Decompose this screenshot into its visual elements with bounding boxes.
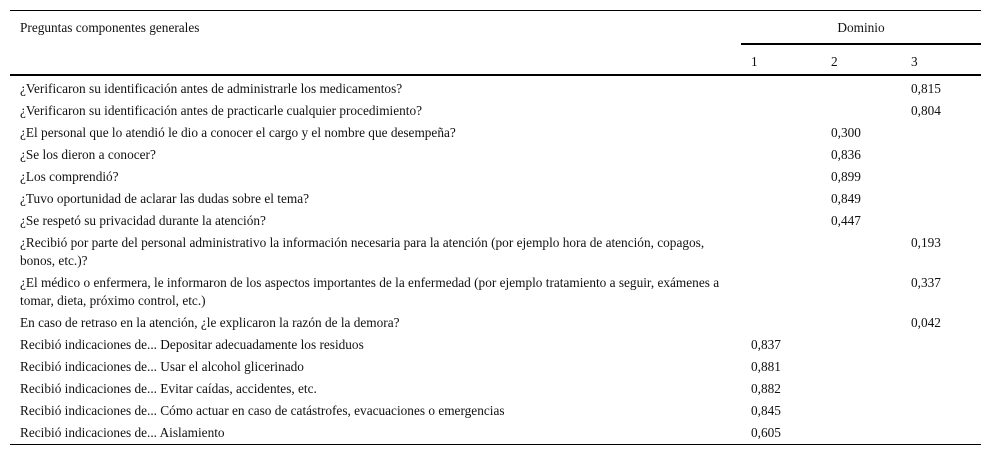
domain-2-cell: 0,899	[831, 168, 861, 184]
table-row	[10, 421, 981, 445]
domain-2-cell	[821, 311, 901, 333]
domain-1-cell	[741, 143, 821, 165]
domain-3-cell	[901, 209, 981, 231]
domain-3-header: 3	[901, 44, 981, 75]
domain-1-cell	[741, 187, 821, 209]
domain-1-cell	[741, 165, 821, 187]
table-row	[10, 377, 981, 399]
domain-1-cell	[741, 99, 821, 121]
question-cell: En caso de retraso en la atención, ¿le explicaron la razón de la demora?	[20, 314, 400, 330]
domain-group-header: Dominio	[741, 11, 981, 44]
domain-2-cell	[821, 271, 901, 311]
question-cell: ¿Tuvo oportunidad de aclarar las dudas sobre el tema?	[20, 190, 309, 206]
question-cell: ¿El personal que lo atendió le dio a conocer el cargo y el nombre que desempeña?	[20, 124, 456, 140]
question-cell: ¿Recibió por parte del personal administrativo la información necesaria para la atención (por ejemplo hora de atención, copagos, bonos, etc.)?	[20, 234, 705, 268]
domain-2-cell	[821, 231, 901, 271]
table-row	[10, 355, 981, 377]
domain-3-cell	[901, 421, 981, 445]
domain-2-cell	[821, 333, 901, 355]
domain-2-cell	[821, 355, 901, 377]
table-body	[10, 75, 981, 445]
domain-3-cell: 0,815	[911, 80, 941, 96]
domain-2-cell: 0,300	[831, 124, 861, 140]
table-row	[10, 143, 981, 165]
domain-2-header: 2	[821, 44, 901, 75]
domain-2-cell	[821, 75, 901, 99]
domain-3-cell	[901, 355, 981, 377]
question-cell: ¿El médico o enfermera, le informaron de los aspectos importantes de la enfermedad (por ejemplo tratamiento a seguir, exámenes a tomar, dieta, próximo control, etc.)	[20, 274, 720, 308]
domain-2-cell	[821, 399, 901, 421]
table-row	[10, 99, 981, 121]
table-row	[10, 231, 981, 271]
domain-1-cell	[741, 271, 821, 311]
domain-1-cell	[741, 75, 821, 99]
domain-1-cell: 0,881	[751, 358, 781, 374]
domain-3-cell: 0,042	[911, 314, 941, 330]
question-cell: Recibió indicaciones de... Usar el alcohol glicerinado	[20, 358, 304, 374]
domain-1-cell: 0,882	[751, 380, 781, 396]
table-row	[10, 165, 981, 187]
domain-3-cell: 0,337	[911, 274, 941, 290]
domain-2-cell: 0,836	[831, 146, 861, 162]
domain-3-cell	[901, 165, 981, 187]
table-row	[10, 399, 981, 421]
table-header	[10, 11, 981, 75]
question-cell: ¿Verificaron su identificación antes de administrarle los medicamentos?	[20, 80, 403, 96]
domain-table-container	[10, 10, 981, 445]
domain-3-cell	[901, 377, 981, 399]
question-cell: Recibió indicaciones de... Aislamiento	[10, 421, 741, 445]
domain-2-cell	[821, 99, 901, 121]
table-row	[10, 75, 981, 99]
domain-2-cell: 0,447	[831, 212, 861, 228]
domain-2-cell	[821, 377, 901, 399]
question-cell: ¿Los comprendió?	[20, 168, 119, 184]
table-row	[10, 333, 981, 355]
domain-1-cell	[741, 231, 821, 271]
question-cell: Recibió indicaciones de... Evitar caídas, accidentes, etc.	[20, 380, 317, 396]
table-row	[10, 121, 981, 143]
domain-1-cell: 0,605	[741, 421, 821, 445]
table-row	[10, 209, 981, 231]
question-cell: ¿Se los dieron a conocer?	[20, 146, 156, 162]
domain-3-cell	[901, 143, 981, 165]
question-cell: Recibió indicaciones de... Cómo actuar en caso de catástrofes, evacuaciones o emergencias	[20, 402, 505, 418]
domain-3-cell	[901, 333, 981, 355]
domain-table	[10, 10, 981, 445]
question-column-header: Preguntas componentes generales	[10, 11, 741, 75]
domain-3-cell: 0,804	[911, 102, 941, 118]
question-cell: Recibió indicaciones de... Depositar adecuadamente los residuos	[20, 336, 364, 352]
question-cell: ¿Verificaron su identificación antes de practicarle cualquier procedimiento?	[20, 102, 423, 118]
domain-3-cell	[901, 399, 981, 421]
domain-3-cell	[901, 121, 981, 143]
domain-3-cell: 0,193	[911, 234, 941, 250]
domain-2-cell: 0,849	[831, 190, 861, 206]
domain-1-header: 1	[741, 44, 821, 75]
domain-1-cell	[741, 121, 821, 143]
domain-1-cell	[741, 209, 821, 231]
question-cell: ¿Se respetó su privacidad durante la atención?	[20, 212, 266, 228]
domain-3-cell	[901, 187, 981, 209]
domain-1-cell: 0,845	[751, 402, 781, 418]
table-row	[10, 187, 981, 209]
domain-1-cell	[741, 311, 821, 333]
table-row	[10, 311, 981, 333]
domain-2-cell	[821, 421, 901, 445]
domain-1-cell: 0,837	[751, 336, 781, 352]
table-row	[10, 271, 981, 311]
